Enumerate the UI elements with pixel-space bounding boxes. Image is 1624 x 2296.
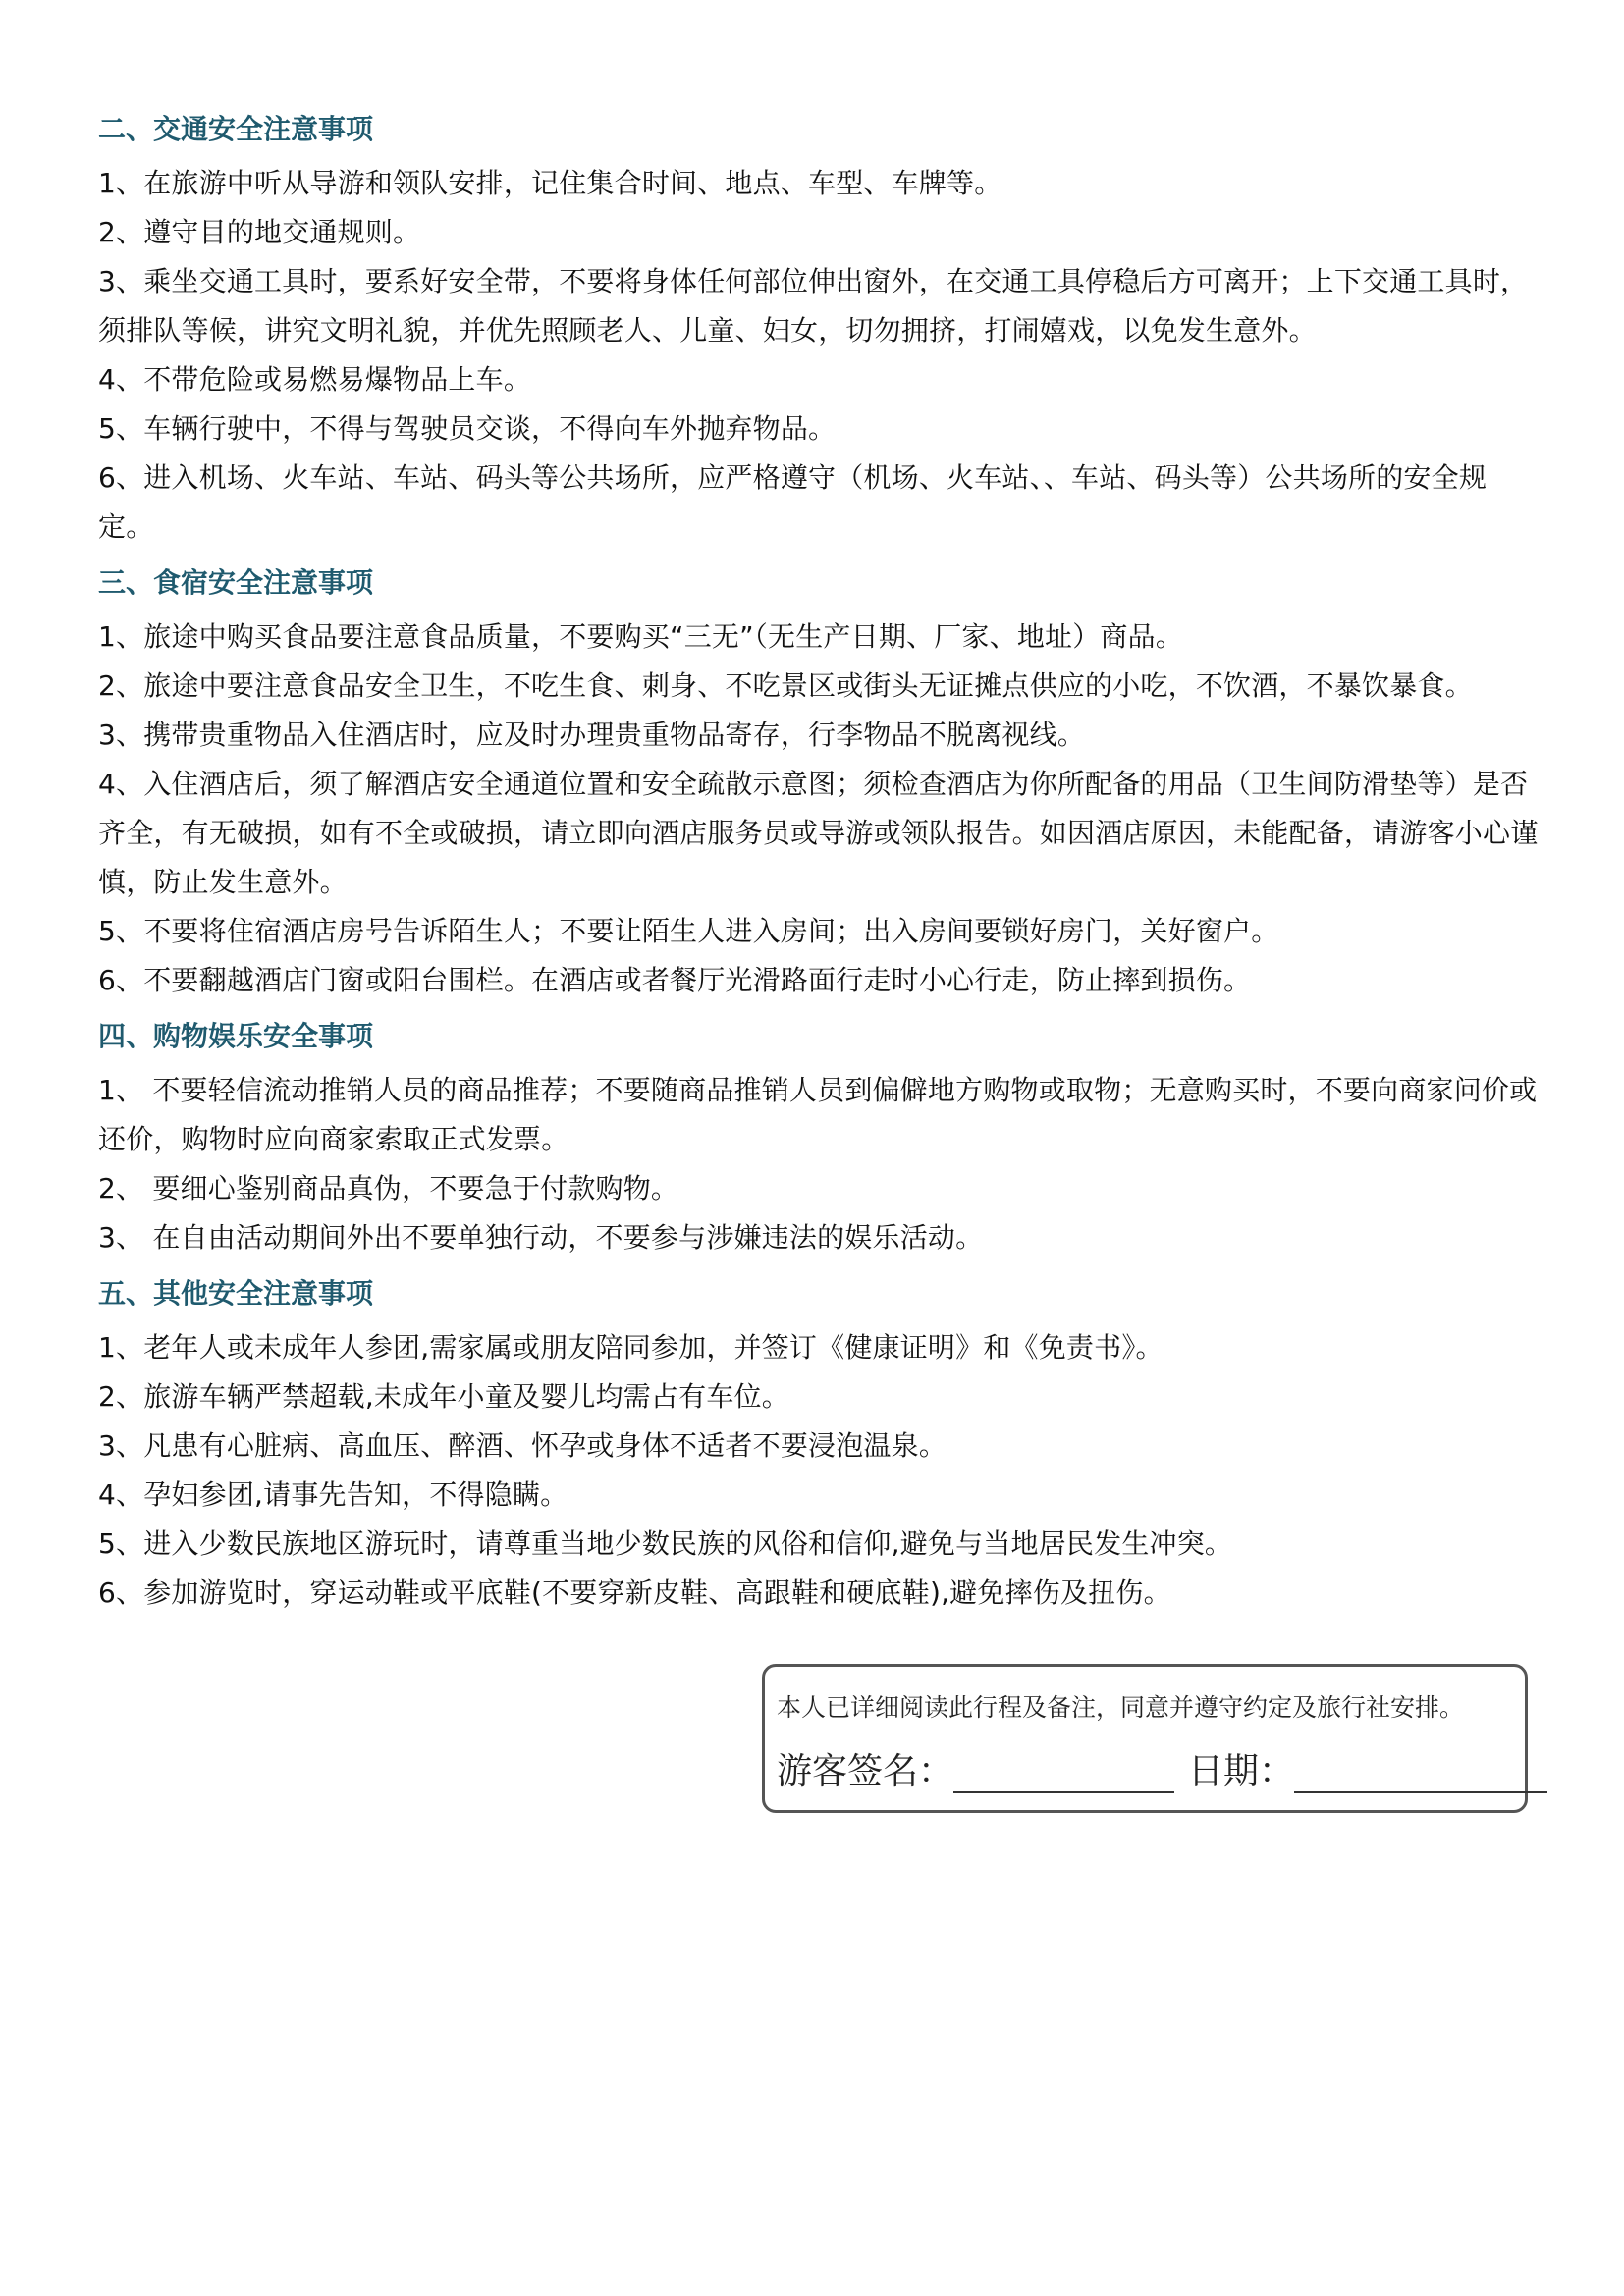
list-item: 6、不要翻越酒店门窗或阳台围栏。在酒店或者餐厅光滑路面行走时小心行走，防止摔到损伤。 xyxy=(98,964,1252,996)
tourist-signature-field[interactable] xyxy=(953,1748,1174,1793)
section-title: 五、其他安全注意事项 xyxy=(98,1277,374,1309)
agreement-note: 本人已详细阅读此行程及备注，同意并遵守约定及旅行社安排。 xyxy=(777,1693,1465,1722)
list-item: 3、 在自由活动期间外出不要单独行动，不要参与涉嫌违法的娱乐活动。 xyxy=(98,1221,984,1254)
section-title: 四、购物娱乐安全事项 xyxy=(98,1020,374,1052)
list-item: 1、老年人或未成年人参团,需家属或朋友陪同参加，并签订《健康证明》和《免责书》。 xyxy=(98,1331,1164,1363)
section-shopping-entertainment-safety xyxy=(98,1017,1542,1262)
document-body xyxy=(98,110,1542,1629)
date-field[interactable] xyxy=(1294,1748,1547,1793)
list-item: 1、旅途中购买食品要注意食品质量，不要购买“三无”（无生产日期、厂家、地址）商品。 xyxy=(98,620,1184,653)
section-title: 三、食宿安全注意事项 xyxy=(98,566,374,599)
list-item: 4、孕妇参团,请事先告知，不得隐瞒。 xyxy=(98,1478,568,1511)
list-item: 2、 要细心鉴别商品真伪，不要急于付款购物。 xyxy=(98,1172,679,1204)
section-traffic-safety xyxy=(98,110,1542,552)
signature-row xyxy=(777,1743,1547,1793)
list-item: 3、凡患有心脏病、高血压、醉酒、怀孕或身体不适者不要浸泡温泉。 xyxy=(98,1429,947,1462)
list-item: 1、 不要轻信流动推销人员的商品推荐；不要随商品推销人员到偏僻地方购物或取物；无意购买时，不要向商家问价或还价，购物时应向商家索取正式发票。 xyxy=(98,1074,1538,1155)
list-item: 2、旅途中要注意食品安全卫生，不吃生食、刺身、不吃景区或街头无证摊点供应的小吃，不饮酒，不暴饮暴食。 xyxy=(98,669,1473,702)
tourist-signature-label: 游客签名： xyxy=(777,1751,954,1791)
list-item: 2、旅游车辆严禁超载,未成年小童及婴儿均需占有车位。 xyxy=(98,1380,789,1413)
section-other-safety xyxy=(98,1274,1542,1618)
list-item: 5、车辆行驶中，不得与驾驶员交谈，不得向车外抛弃物品。 xyxy=(98,412,837,445)
list-item: 3、乘坐交通工具时，要系好安全带，不要将身体任何部位伸出窗外，在交通工具停稳后方可离开；上下交通工具时，须排队等候，讲究文明礼貌，并优先照顾老人、儿童、妇女，切勿拥挤，打闹嬉戏，以免发生意外。 xyxy=(98,265,1529,347)
list-item: 4、入住酒店后，须了解酒店安全通道位置和安全疏散示意图；须检查酒店为你所配备的用品（卫生间防滑垫等）是否齐全，有无破损，如有不全或破损，请立即向酒店服务员或导游或领队报告。如因酒店原因，未能配备，请游客小心谨慎，防止发生意外。 xyxy=(98,768,1539,898)
section-food-lodging-safety xyxy=(98,563,1542,1005)
list-item: 6、参加游览时，穿运动鞋或平底鞋(不要穿新皮鞋、高跟鞋和硬底鞋),避免摔伤及扭伤。 xyxy=(98,1576,1171,1609)
section-title: 二、交通安全注意事项 xyxy=(98,113,374,145)
signature-box xyxy=(762,1664,1528,1813)
list-item: 1、在旅游中听从导游和领队安排，记住集合时间、地点、车型、车牌等。 xyxy=(98,167,1002,199)
list-item: 6、进入机场、火车站、车站、码头等公共场所，应严格遵守（机场、火车站、、车站、码头等）公共场所的安全规定。 xyxy=(98,461,1488,543)
list-item: 3、携带贵重物品入住酒店时，应及时办理贵重物品寄存，行李物品不脱离视线。 xyxy=(98,719,1086,751)
list-item: 2、遵守目的地交通规则。 xyxy=(98,216,421,248)
date-label: 日期： xyxy=(1188,1751,1295,1791)
list-item: 4、不带危险或易燃易爆物品上车。 xyxy=(98,363,532,396)
list-item: 5、进入少数民族地区游玩时，请尊重当地少数民族的风俗和信仰,避免与当地居民发生冲突。 xyxy=(98,1527,1233,1560)
list-item: 5、不要将住宿酒店房号告诉陌生人；不要让陌生人进入房间；出入房间要锁好房门，关好窗户。 xyxy=(98,915,1279,947)
